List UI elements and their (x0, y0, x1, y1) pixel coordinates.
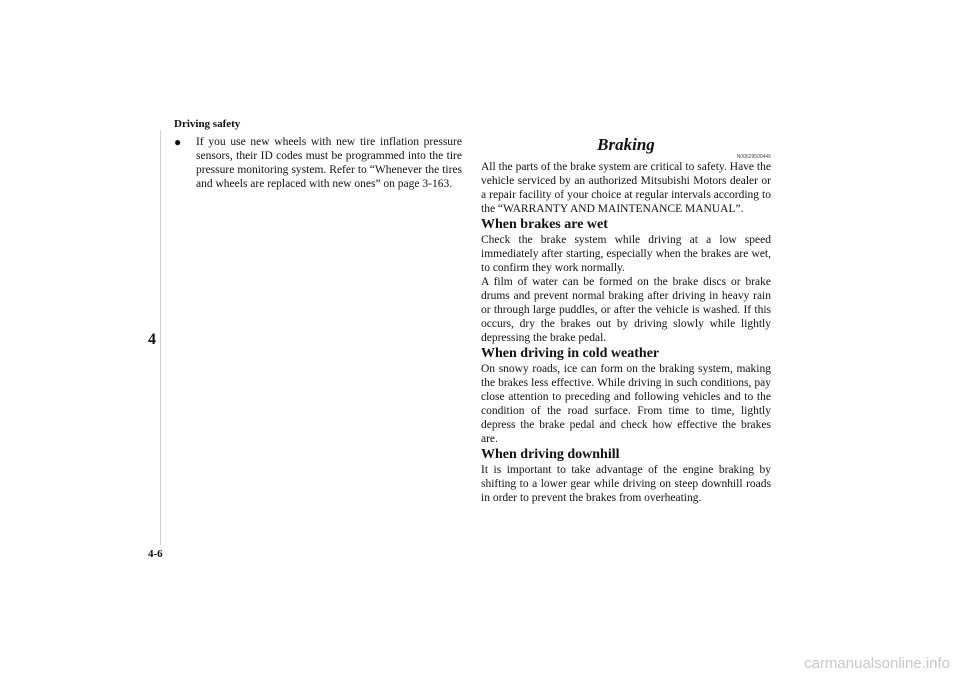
bullet-item (174, 135, 462, 191)
section-title: Braking (597, 135, 655, 154)
page-number: 4-6 (148, 548, 163, 560)
intro-paragraph: All the parts of the brake system are critical to safety. Have the vehicle serviced by an authorized Mitsubishi Motors dealer or a repair facility of your choice at regular intervals according to the “WARRANTY AND MAINTENANCE MANUAL”. (481, 161, 771, 215)
bullet-text: If you use new wheels with new tire inflation pressure sensors, their ID codes must be programmed into the tire pressure monitoring system. Refer to “Whenever the tires and wheels are replaced with new ones” on page 3-163. (196, 136, 462, 190)
bullet-icon: ● (174, 135, 182, 149)
watermark: carmanualsonline.info (804, 655, 950, 672)
right-column (481, 134, 771, 505)
left-column (174, 135, 462, 191)
paragraph: Check the brake system while driving at a low speed immediately after starting, especially when the brakes are wet, to confirm they work normally. (481, 234, 771, 274)
column-divider (160, 130, 161, 545)
subheading-cold-weather: When driving in cold weather (481, 346, 660, 361)
paragraph: It is important to take advantage of the engine braking by shifting to a lower gear while driving on steep downhill roads in order to prevent the brakes from overheating. (481, 464, 771, 504)
chapter-tab: 4 (148, 331, 156, 348)
running-header: Driving safety (174, 118, 241, 130)
paragraph: A film of water can be formed on the brake discs or brake drums and prevent normal braking after driving in heavy rain or through large puddles, or after the vehicle is washed. If this occurs, dry the brakes out by driving slowly while lightly depressing the brake pedal. (481, 276, 771, 344)
subheading-wet-brakes: When brakes are wet (481, 217, 608, 232)
section-code: N00629500446 (736, 154, 771, 160)
paragraph: On snowy roads, ice can form on the braking system, making the brakes less effective. While driving in such conditions, pay close attention to preceding and following vehicles and to the condition of the road surface. From time to time, lightly depress the brake pedal and check how effective the brakes are. (481, 363, 771, 445)
subheading-downhill: When driving downhill (481, 447, 620, 462)
